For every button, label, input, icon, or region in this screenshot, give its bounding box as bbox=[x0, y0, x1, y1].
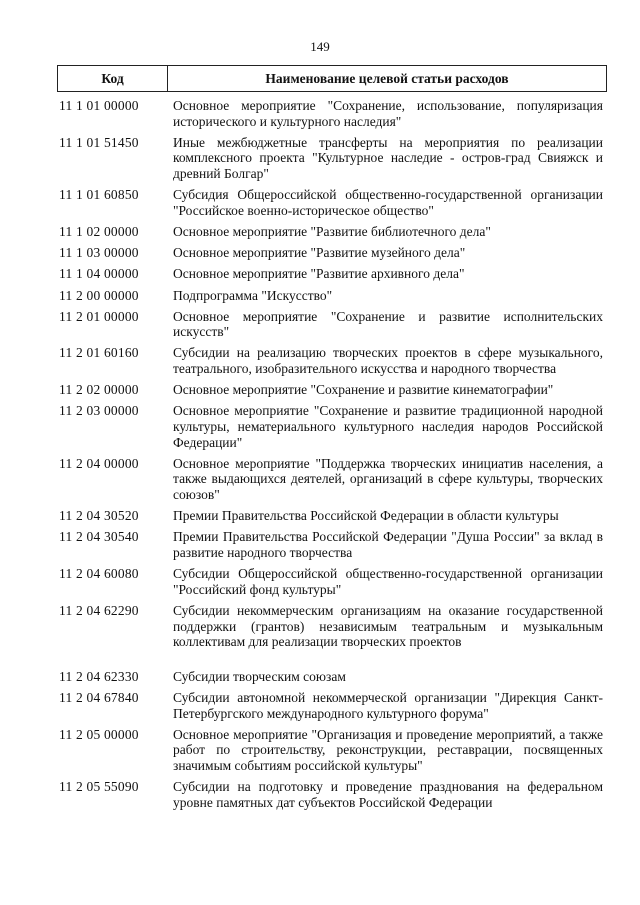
row-code: 11 2 04 67840 bbox=[59, 689, 139, 705]
row-name: Иные межбюджетные трансферты на мероприятия по реализации комплексного проекта "Культурное наследие - остров-град Свияжск и древний Болгар" bbox=[173, 134, 603, 181]
row-code: 11 2 04 30540 bbox=[59, 529, 139, 545]
table-row bbox=[57, 98, 607, 129]
row-name: Подпрограмма "Искусство" bbox=[173, 287, 333, 303]
row-code: 11 2 01 60160 bbox=[59, 345, 139, 361]
header-name: Наименование целевой статьи расходов bbox=[265, 70, 509, 86]
table-row bbox=[57, 187, 607, 218]
table-row bbox=[57, 727, 607, 774]
row-code: 11 1 01 60850 bbox=[59, 187, 139, 203]
row-name: Субсидии некоммерческим организациям на оказание государственной поддержки (грантов) независимым театральным и музыкальным коллективам для реализации творческих проектов bbox=[173, 602, 603, 650]
row-code: 11 2 04 62330 bbox=[59, 668, 139, 684]
table-row bbox=[57, 508, 607, 524]
row-name: Субсидии творческим союзам bbox=[173, 668, 346, 684]
table-row bbox=[57, 403, 607, 450]
row-name: Субсидии на подготовку и проведение празднования на федеральном уровне памятных дат субъектов Российской Федерации bbox=[173, 779, 603, 810]
row-name: Субсидии автономной некоммерческой организации "Дирекция Санкт-Петербургского международного культурного форума" bbox=[173, 689, 603, 721]
row-name: Премии Правительства Российской Федерации в области культуры bbox=[173, 508, 559, 524]
table-row bbox=[57, 669, 607, 685]
row-code: 11 1 02 00000 bbox=[59, 223, 139, 239]
row-code: 11 2 03 00000 bbox=[59, 403, 139, 419]
row-code: 11 1 03 00000 bbox=[59, 245, 139, 261]
table-header bbox=[57, 65, 607, 92]
row-code: 11 2 01 00000 bbox=[59, 308, 139, 324]
table-row bbox=[57, 266, 607, 282]
table-row bbox=[57, 309, 607, 340]
row-code: 11 1 01 00000 bbox=[59, 98, 139, 113]
row-name: Основное мероприятие "Развитие библиотечного дела" bbox=[173, 223, 491, 239]
table-row bbox=[57, 779, 607, 810]
row-name: Субсидии Общероссийской общественно-государственной организации "Российский фонд культуры" bbox=[173, 566, 603, 597]
table-row bbox=[57, 345, 607, 376]
row-name: Субсидии на реализацию творческих проектов в сфере музыкального, театрального, изобразительного искусства и народного творчества bbox=[173, 345, 603, 377]
header-code: Код bbox=[58, 66, 168, 91]
table-row bbox=[57, 566, 607, 597]
row-name: Премии Правительства Российской Федерации "Душа России" за вклад в развитие народного творчества bbox=[173, 529, 603, 560]
row-name: Основное мероприятие "Организация и проведение мероприятий, а также работ по строительству, реконструкции, реставрации, посвященных значимым событиям российской культуры" bbox=[173, 726, 603, 773]
row-name: Основное мероприятие "Сохранение, использование, популяризация исторического и культурного наследия" bbox=[173, 98, 603, 129]
table-row bbox=[57, 529, 607, 560]
row-name: Основное мероприятие "Сохранение и развитие исполнительских искусств" bbox=[173, 308, 603, 340]
table-body bbox=[57, 98, 607, 810]
row-name: Субсидия Общероссийской общественно-государственной организации "Российское военно-историческое общество" bbox=[173, 187, 603, 218]
table-row bbox=[57, 456, 607, 503]
row-name: Основное мероприятие "Сохранение и развитие традиционной народной культуры, нематериального культурного наследия народов Российской Федерации" bbox=[173, 403, 603, 450]
table-row bbox=[57, 224, 607, 240]
row-code: 11 2 04 30520 bbox=[59, 508, 139, 524]
row-code: 11 1 01 51450 bbox=[59, 134, 139, 150]
row-code: 11 2 04 62290 bbox=[59, 602, 139, 618]
budget-classification-table bbox=[57, 65, 607, 816]
row-code: 11 2 00 00000 bbox=[59, 287, 139, 303]
table-row bbox=[57, 603, 607, 650]
row-code: 11 2 04 00000 bbox=[59, 455, 139, 471]
row-code: 11 1 04 00000 bbox=[59, 266, 139, 282]
row-name: Основное мероприятие "Сохранение и развитие кинематографии" bbox=[173, 382, 554, 398]
row-name: Основное мероприятие "Поддержка творческих инициатив населения, а также выдающихся деятелей, организаций в сфере культуры, творческих союзов" bbox=[173, 455, 603, 502]
table-row bbox=[57, 382, 607, 398]
row-code: 11 2 04 60080 bbox=[59, 566, 139, 582]
row-name: Основное мероприятие "Развитие архивного дела" bbox=[173, 266, 465, 282]
page-number: 149 bbox=[310, 39, 330, 54]
row-code: 11 2 02 00000 bbox=[59, 382, 139, 398]
row-name: Основное мероприятие "Развитие музейного дела" bbox=[173, 245, 466, 261]
table-row bbox=[57, 245, 607, 261]
row-code: 11 2 05 55090 bbox=[59, 779, 139, 795]
row-code: 11 2 05 00000 bbox=[59, 726, 139, 742]
table-row bbox=[57, 135, 607, 182]
table-row bbox=[57, 288, 607, 304]
table-row bbox=[57, 690, 607, 721]
